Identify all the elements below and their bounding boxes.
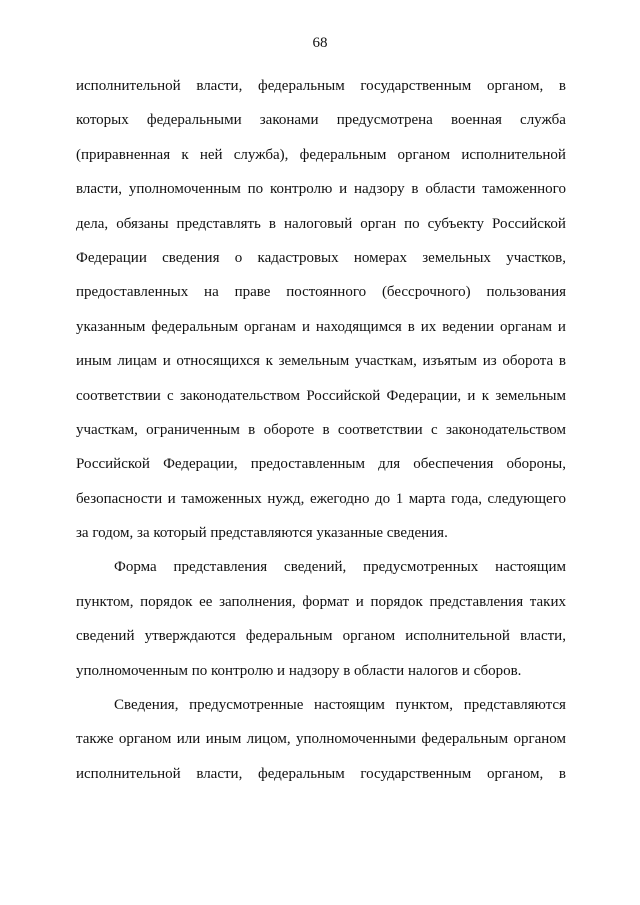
text-line: участкам, ограниченным в обороте в соответствии с законодательством (76, 421, 566, 438)
paragraph (76, 550, 566, 688)
document-body (76, 69, 566, 791)
text-line: Федерации сведения о кадастровых номерах земельных участков, (76, 249, 566, 266)
paragraph (76, 688, 566, 791)
text-line: которых федеральными законами предусмотрена военная служба (76, 112, 566, 129)
page-number: 68 (312, 35, 328, 51)
text-line: предоставленных на праве постоянного (бессрочного) пользования (76, 284, 566, 301)
text-line: указанным федеральным органам и находящимся в их ведении органам и (76, 318, 566, 335)
text-line: сведений утверждаются федеральным органом исполнительной власти, (76, 628, 566, 645)
text-line: Форма представления сведений, предусмотренных настоящим (114, 559, 566, 576)
text-line: иным лицам и относящихся к земельным участкам, изъятым из оборота в (76, 353, 566, 370)
text-line: (приравненная к ней служба), федеральным органом исполнительной (76, 146, 566, 163)
text-line: Российской Федерации, предоставленным для обеспечения обороны, (76, 456, 566, 473)
text-line: соответствии с законодательством Российской Федерации, и к земельным (76, 387, 566, 404)
text-line: также органом или иным лицом, уполномоченными федеральным органом (76, 731, 566, 748)
text-line: Сведения, предусмотренные настоящим пунктом, представляются (114, 697, 566, 714)
text-line: исполнительной власти, федеральным государственным органом, в (76, 78, 566, 94)
text-line: пунктом, порядок ее заполнения, формат и порядок представления таких (76, 593, 566, 610)
text-line: дела, обязаны представлять в налоговый орган по субъекту Российской (76, 215, 566, 232)
paragraph (76, 69, 566, 550)
text-line: за годом, за который представляются указанные сведения. (76, 525, 448, 542)
text-line: уполномоченным по контролю и надзору в области налогов и сборов. (76, 662, 522, 679)
text-line: власти, уполномоченным по контролю и надзору в области таможенного (76, 181, 566, 198)
text-line: безопасности и таможенных нужд, ежегодно до 1 марта года, следующего (76, 490, 566, 507)
text-line: исполнительной власти, федеральным государственным органом, в (76, 765, 566, 782)
